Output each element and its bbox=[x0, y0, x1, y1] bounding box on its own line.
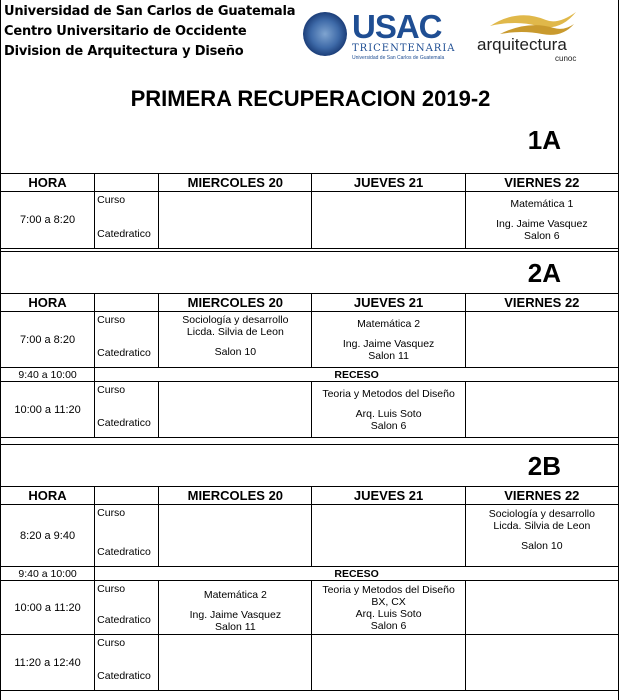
time-cell: 10:00 a 11:20 bbox=[1, 581, 95, 635]
table-row bbox=[1, 635, 619, 691]
room-name: Salon 6 bbox=[524, 230, 560, 242]
usac-seal-icon bbox=[303, 12, 347, 56]
schedule-table-2b bbox=[0, 486, 619, 691]
course-cell bbox=[312, 635, 465, 691]
arquitectura-logo-icon bbox=[488, 6, 578, 38]
course-name: Matemática 2 bbox=[203, 588, 267, 601]
time-cell: 8:20 a 9:40 bbox=[1, 505, 95, 567]
course-cell bbox=[312, 382, 465, 438]
course-cell bbox=[465, 635, 618, 691]
section-label-1a: 1A bbox=[527, 125, 561, 155]
usac-logo-subtitle: TRICENTENARIA bbox=[352, 43, 456, 54]
course-cell bbox=[159, 505, 312, 567]
section-label-2a: 2A bbox=[527, 258, 561, 288]
course-cell bbox=[465, 192, 618, 249]
section-label-2b: 2B bbox=[527, 451, 561, 481]
arquitectura-logo-text: arquitectura bbox=[477, 35, 567, 54]
course-name: Teoria y Metodos del Diseño bbox=[322, 583, 455, 596]
page-title: PRIMERA RECUPERACION 2019-2 bbox=[130, 86, 491, 111]
header-day-2: JUEVES 21 bbox=[312, 487, 465, 505]
break-time: 9:40 a 10:00 bbox=[1, 368, 95, 382]
room-name: Salon 11 bbox=[215, 620, 256, 633]
curso-label: Curso bbox=[97, 384, 126, 396]
teacher-name: Ing. Jaime Vasquez bbox=[342, 337, 435, 350]
label-cell bbox=[95, 581, 159, 635]
table-row bbox=[1, 505, 619, 567]
teacher-name: Arq. Luis Soto bbox=[355, 607, 422, 620]
usac-logo-text: USAC bbox=[352, 8, 442, 45]
course-cell bbox=[312, 581, 465, 635]
header-day-3: VIERNES 22 bbox=[465, 294, 618, 312]
catedratico-label: Catedratico bbox=[97, 417, 151, 429]
course-cell bbox=[465, 505, 618, 567]
label-cell bbox=[95, 382, 159, 438]
break-time: 9:40 a 10:00 bbox=[1, 567, 95, 581]
teacher-name: Licda. Silvia de Leon bbox=[493, 520, 591, 532]
teacher-name: Arq. Luis Soto bbox=[355, 407, 422, 420]
header-day-2: JUEVES 21 bbox=[312, 174, 465, 192]
room-name: Salon 11 bbox=[368, 349, 409, 362]
break-row bbox=[1, 368, 619, 382]
time-cell: 10:00 a 11:20 bbox=[1, 382, 95, 438]
room-name: Salon 6 bbox=[370, 419, 407, 432]
teacher-name: Licda. Silvia de Leon bbox=[186, 326, 284, 338]
division-name: Division de Arquitectura y Diseño bbox=[4, 44, 244, 59]
header-blank bbox=[95, 487, 159, 505]
room-name: Salon 10 bbox=[521, 540, 563, 552]
label-cell bbox=[95, 192, 159, 249]
time-cell: 7:00 a 8:20 bbox=[1, 312, 95, 368]
time-cell: 7:00 a 8:20 bbox=[1, 192, 95, 249]
break-label: RECESO bbox=[95, 567, 619, 581]
header-hora: HORA bbox=[1, 487, 95, 505]
catedratico-label: Catedratico bbox=[97, 228, 151, 240]
course-cell bbox=[465, 312, 618, 368]
curso-label: Curso bbox=[97, 637, 126, 649]
header-day-2: JUEVES 21 bbox=[312, 294, 465, 312]
schedule-table-2a bbox=[0, 293, 619, 438]
header-hora: HORA bbox=[1, 174, 95, 192]
label-cell bbox=[95, 505, 159, 567]
course-cell bbox=[312, 505, 465, 567]
course-cell bbox=[312, 312, 465, 368]
schedule-table-1a bbox=[0, 173, 619, 249]
curso-label: Curso bbox=[97, 194, 126, 206]
break-label: RECESO bbox=[95, 368, 619, 382]
table-row bbox=[1, 382, 619, 438]
course-cell bbox=[159, 581, 312, 635]
course-cell bbox=[465, 581, 618, 635]
course-name: Teoria y Metodos del Diseño bbox=[322, 387, 455, 400]
arquitectura-logo-subtitle: cunoc bbox=[555, 54, 577, 63]
teacher-name: Ing. Jaime Vasquez bbox=[189, 608, 282, 621]
course-cell bbox=[159, 312, 312, 368]
table-row bbox=[1, 192, 619, 249]
header-day-3: VIERNES 22 bbox=[465, 487, 618, 505]
catedratico-label: Catedratico bbox=[97, 614, 151, 626]
curso-label: Curso bbox=[97, 507, 126, 519]
course-name: Matemática 2 bbox=[357, 317, 421, 330]
header-day-3: VIERNES 22 bbox=[465, 174, 618, 192]
curso-label: Curso bbox=[97, 314, 126, 326]
course-groups: BX, CX bbox=[371, 595, 406, 608]
header-day-1: MIERCOLES 20 bbox=[159, 487, 312, 505]
center-name: Centro Universitario de Occidente bbox=[4, 24, 247, 39]
course-cell bbox=[159, 382, 312, 438]
header-day-1: MIERCOLES 20 bbox=[159, 174, 312, 192]
course-name: Matemática 1 bbox=[510, 198, 574, 210]
course-name: Sociología y desarrollo bbox=[182, 314, 289, 326]
usac-logo-caption: Universidad de San Carlos de Guatemala bbox=[352, 55, 445, 61]
header-blank bbox=[95, 294, 159, 312]
header-hora: HORA bbox=[1, 294, 95, 312]
table-row bbox=[1, 312, 619, 368]
label-cell bbox=[95, 312, 159, 368]
room-name: Salon 10 bbox=[214, 346, 257, 358]
time-cell: 11:20 a 12:40 bbox=[1, 635, 95, 691]
catedratico-label: Catedratico bbox=[97, 546, 151, 558]
course-cell bbox=[465, 382, 618, 438]
curso-label: Curso bbox=[97, 583, 126, 595]
university-name: Universidad de San Carlos de Guatemala bbox=[4, 4, 296, 19]
course-name: Sociología y desarrollo bbox=[488, 508, 595, 520]
table-row bbox=[1, 581, 619, 635]
break-row bbox=[1, 567, 619, 581]
header-day-1: MIERCOLES 20 bbox=[159, 294, 312, 312]
label-cell bbox=[95, 635, 159, 691]
catedratico-label: Catedratico bbox=[97, 347, 151, 359]
course-cell bbox=[159, 192, 312, 249]
catedratico-label: Catedratico bbox=[97, 670, 151, 682]
teacher-name: Ing. Jaime Vasquez bbox=[496, 218, 588, 230]
course-cell bbox=[312, 192, 465, 249]
header-blank bbox=[95, 174, 159, 192]
course-cell bbox=[159, 635, 312, 691]
room-name: Salon 6 bbox=[370, 619, 407, 632]
